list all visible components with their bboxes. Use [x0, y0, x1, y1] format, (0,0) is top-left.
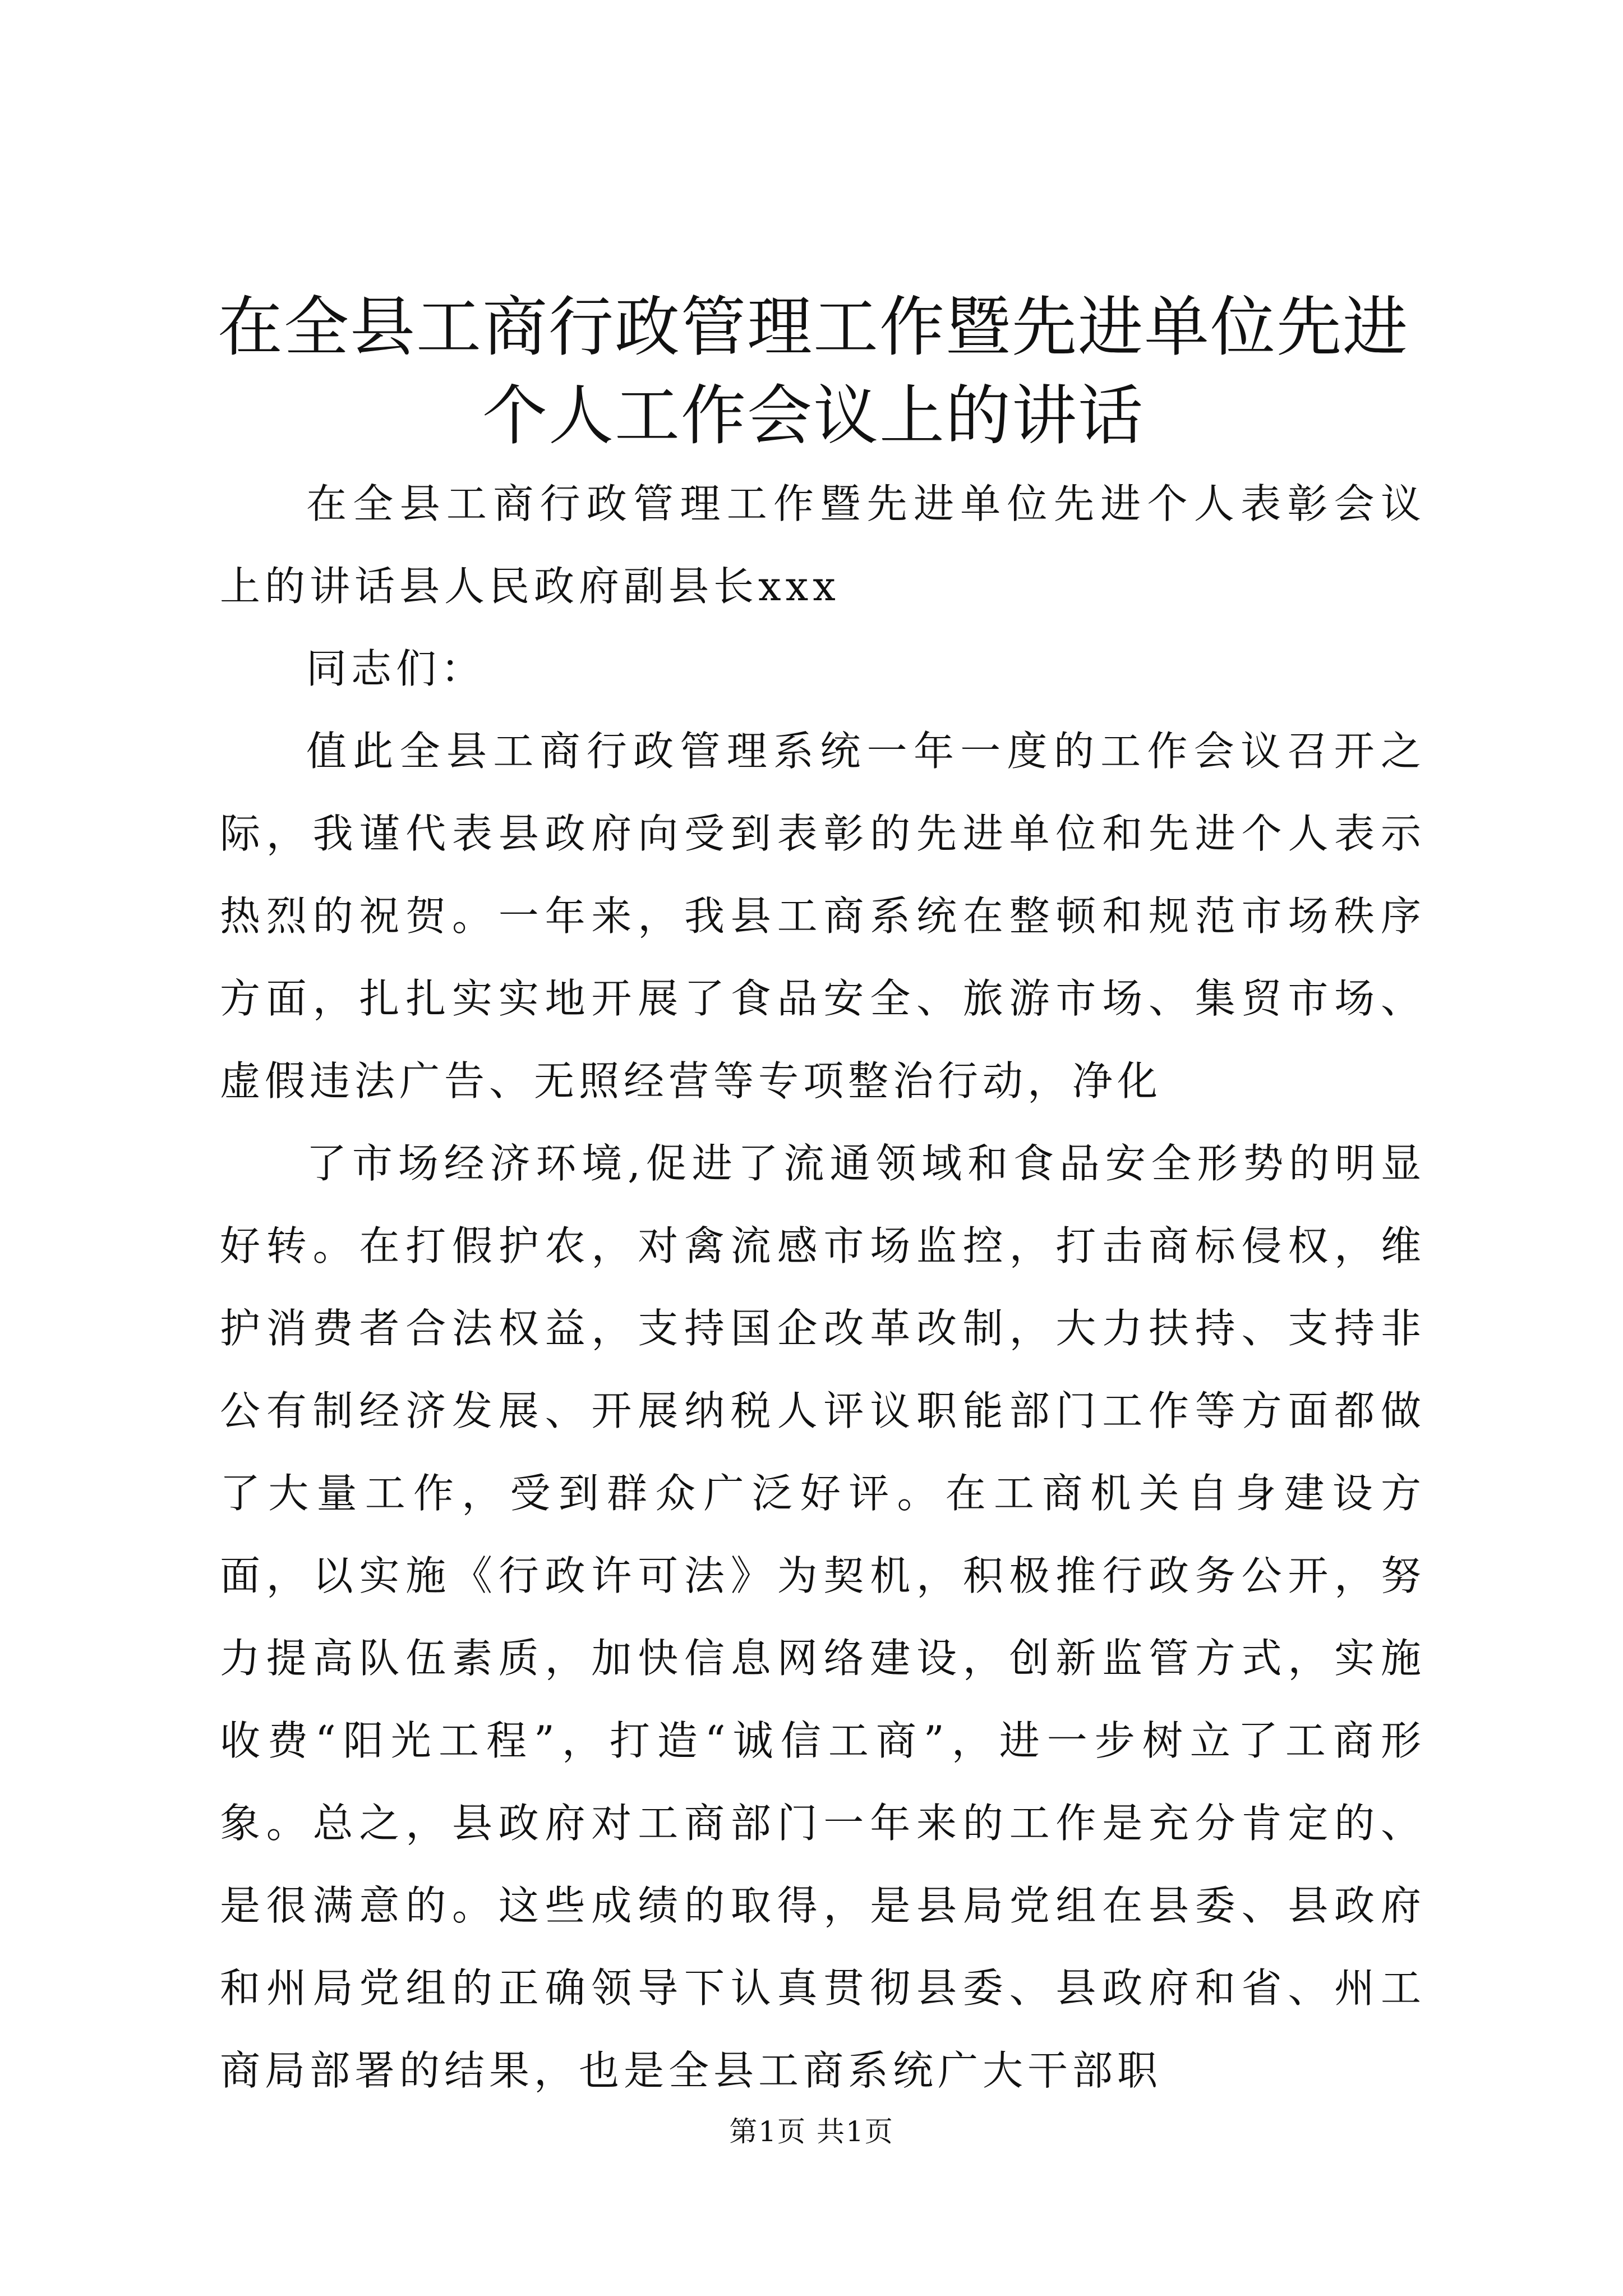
paragraph-heading-line: 在全县工商行政管理工作暨先进单位先进个人表彰会议上的讲话县人民政府副县长xxx	[220, 480, 1426, 610]
paragraph-achievements: 了市场经济环境,促进了流通领域和食品安全形势的明显好转。在打假护农，对禽流感市场监控，打击商标侵权，维护消费者合法权益，支持国企改革改制，大力扶持、支持非公有制经济发展、开展纳税人评议职能部门工作等方面都做了大量工作，受到群众广泛好评。在工商机关自身建设方面，以实施《行政许可法》为契机，积极推行政务公开，努力提高队伍素质，加快信息网络建设，创新监管方式，实施收费“阳光工程”，打造“诚信工商”，进一步树立了工商形象。总之，县政府对工商部门一年来的工作是充分肯定的、是很满意的。这些成绩的取得，是县局党组在县委、县政府和州局党组的正确领导下认真贯彻县委、县政府和省、州工商局部署的结果，也是全县工商系统广大干部职	[220, 1140, 1426, 2094]
paragraph-congratulations: 值此全县工商行政管理系统一年一度的工作会议召开之际，我谨代表县政府向受到表彰的先进单位和先进个人表示热烈的祝贺。一年来，我县工商系统在整顿和规范市场秩序方面，扎扎实实地开展了食品安全、旅游市场、集贸市场、虚假违法广告、无照经营等专项整治行动，净化	[220, 728, 1426, 1105]
page-number-footer: 第1页 共1页	[729, 2115, 894, 2148]
document-body	[220, 463, 1426, 2112]
paragraph-salutation: 同志们：	[306, 645, 486, 692]
document-title: 在全县工商行政管理工作暨先进单位先进个人工作会议上的讲话	[218, 289, 1409, 454]
